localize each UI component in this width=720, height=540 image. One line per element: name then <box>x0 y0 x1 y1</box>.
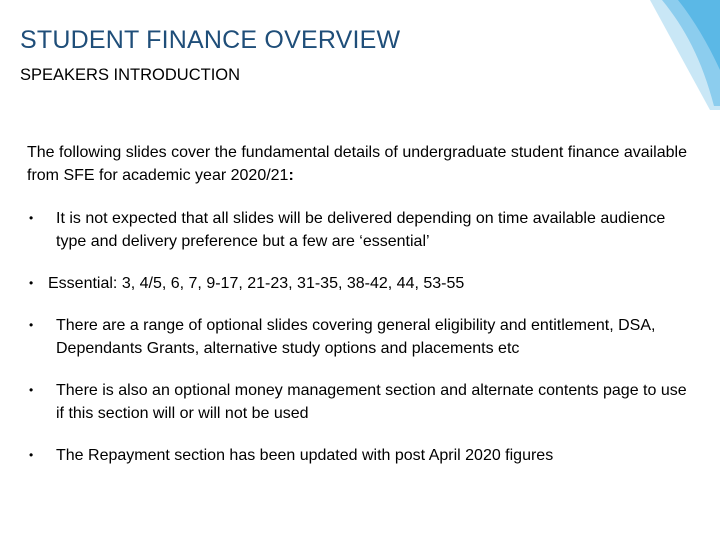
intro-paragraph <box>27 141 697 187</box>
bullet-item <box>27 207 697 253</box>
bullet-dot-icon: • <box>29 383 34 397</box>
bullet-text: There are a range of optional slides covering general eligibility and entitlement, DSA, Dependants Grants, alternative study options and placements etc <box>56 317 656 357</box>
bullet-dot-icon: • <box>29 448 34 462</box>
bullet-item <box>27 314 697 360</box>
bullet-text: Essential: 3, 4/5, 6, 7, 9-17, 21-23, 31-35, 38-42, 44, 53-55 <box>48 275 465 292</box>
slide-subtitle: SPEAKERS INTRODUCTION <box>20 66 241 84</box>
bullet-item <box>27 379 697 425</box>
bullet-dot-icon: • <box>29 276 34 290</box>
slide-body <box>27 141 697 467</box>
bullet-text: It is not expected that all slides will be delivered depending on time available audience type and delivery preference but a few are ‘essential’ <box>56 210 666 250</box>
bullet-dot-icon: • <box>29 211 34 225</box>
bullet-dot-icon: • <box>29 318 34 332</box>
slide-title: STUDENT FINANCE OVERVIEW <box>20 26 401 54</box>
bullet-item <box>27 444 697 467</box>
bullet-text: There is also an optional money management section and alternate contents page to use if this section will or will not be used <box>56 382 687 422</box>
intro-colon: : <box>288 167 294 184</box>
bullet-item <box>27 272 697 295</box>
intro-text: The following slides cover the fundamental details of undergraduate student finance available from SFE for academic year 2020/21 <box>27 144 687 184</box>
bullet-text: The Repayment section has been updated with post April 2020 figures <box>56 447 554 464</box>
corner-swoosh-decoration <box>590 0 720 110</box>
